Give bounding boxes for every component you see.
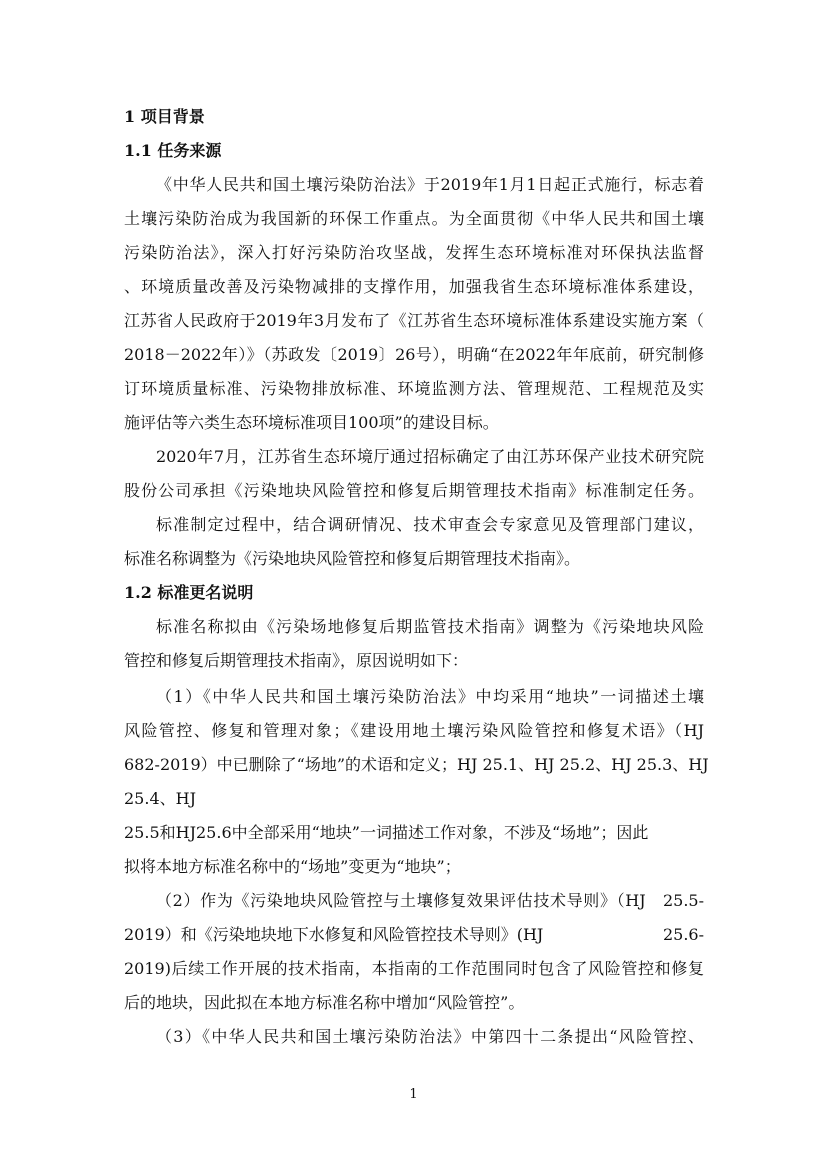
paragraph-line: 管控和修复后期管理技术指南》，原因说明如下： [124,651,469,670]
page-number: 1 [409,1087,418,1102]
paragraph-line-split [124,925,704,945]
paragraph-line: 《中华人民共和国土壤污染防治法》于2019年1月1日起正式施行，标志着 [156,175,704,194]
paragraph-line: 施评估等六类生态环境标准项目100项”的建设目标。 [124,413,499,432]
paragraph-line: 风险管控、修复和管理对象；《建设用地土壤污染风险管控和修复术语》（HJ [124,721,704,740]
paragraph-line: 拟将本地方标准名称中的“场地”变更为“地块”； [124,857,461,876]
paragraph-line: 后的地块，因此拟在本地方标准名称中增加“风险管控”。 [124,993,525,1012]
heading-project-background: 1 项目背景 [124,107,205,126]
paragraph-line: 订环境质量标准、污染物排放标准、环境监测方法、管理规范、工程规范及实 [124,379,704,398]
paragraph-line: 682-2019）中已删除了“场地”的术语和定义；HJ 25.1、HJ 25.2、HJ 25.3、HJ [124,755,709,774]
paragraph-line: （2）作为《污染地块风险管控与土壤修复效果评估技术导则》（HJ 25.5- [156,891,704,910]
paragraph-line: 25.5和HJ25.6中全部采用“地块”一词描述工作对象，不涉及“场地”；因此 [124,823,649,842]
paragraph-line: （1）《中华人民共和国土壤污染防治法》中均采用“地块”一词描述土壤 [156,687,704,706]
paragraph-line: （3）《中华人民共和国土壤污染防治法》中第四十二条提出“风险管控、 [156,1027,704,1046]
paragraph-line: 2020年7月，江苏省生态环境厅通过招标确定了由江苏环保产业技术研究院 [156,447,704,466]
paragraph-line: 标准名称拟由《污染场地修复后期监管技术指南》调整为《污染地块风险 [156,617,704,636]
paragraph-line: 股份公司承担《污染地块风险管控和修复后期管理技术指南》标准制定任务。 [124,481,704,500]
heading-task-source: 1.1 任务来源 [124,141,222,160]
paragraph-line: 标准制定过程中，结合调研情况、技术审查会专家意见及管理部门建议， [156,515,704,534]
paragraph-line-right: 25.6- [662,925,704,944]
paragraph-line: 标准名称调整为《污染地块风险管控和修复后期管理技术指南》。 [124,549,581,568]
paragraph-line: 江苏省人民政府于2019年3月发布了《江苏省生态环境标准体系建设实施方案（ [124,311,704,330]
paragraph-line: 土壤污染防治成为我国新的环保工作重点。为全面贯彻《中华人民共和国土壤 [124,209,704,228]
paragraph-line: 污染防治法》，深入打好污染防治攻坚战，发挥生态环境标准对环保执法监督 [124,243,704,262]
paragraph-line-left: 2019）和《污染地块地下水修复和风险管控技术导则》(HJ [124,925,544,944]
heading-standard-rename: 1.2 标准更名说明 [124,583,254,602]
paragraph-line: 2018－2022年）》（苏政发〔2019〕26号），明确“在2022年年底前，研究制修 [124,345,704,364]
paragraph-line: 25.4、HJ [124,789,196,808]
paragraph-line: 2019)后续工作开展的技术指南，本指南的工作范围同时包含了风险管控和修复 [124,959,704,978]
paragraph-line: 、环境质量改善及污染物减排的支撑作用，加强我省生态环境标准体系建设， [124,277,704,296]
